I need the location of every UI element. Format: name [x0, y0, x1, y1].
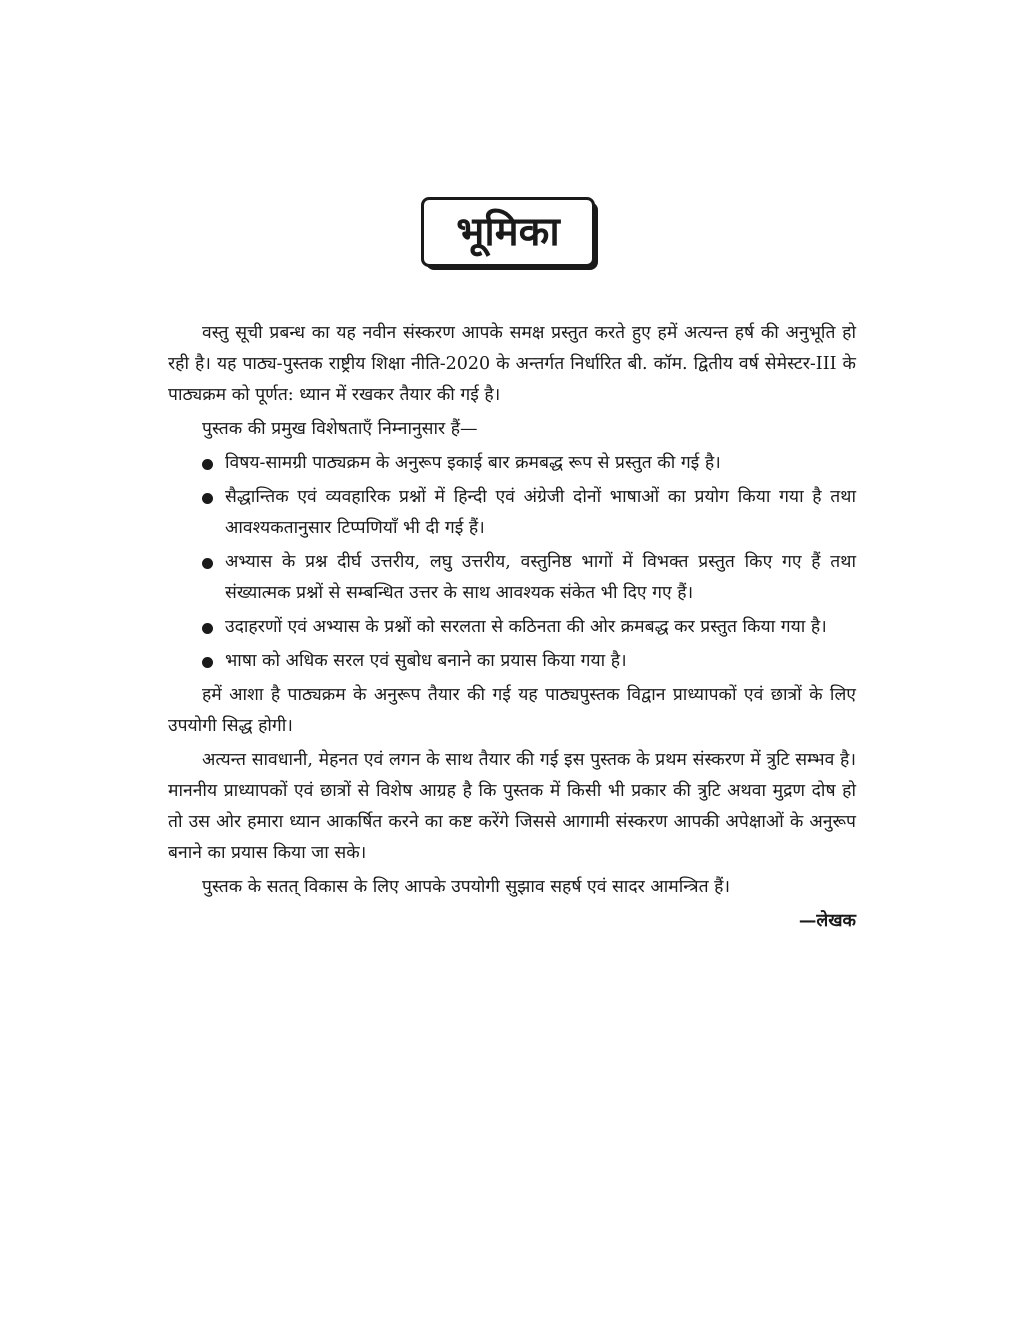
list-item — [168, 448, 856, 479]
suggestions-paragraph: पुस्तक के सतत् विकास के लिए आपके उपयोगी सुझाव सहर्ष एवं सादर आमन्त्रित हैं। — [202, 877, 731, 897]
list-item-text: विषय-सामग्री पाठ्यक्रम के अनुरूप इकाई बार क्रमबद्ध रूप से प्रस्तुत की गई है। — [225, 453, 721, 473]
bullet-icon — [202, 558, 213, 569]
list-item — [168, 646, 856, 677]
list-item-text: उदाहरणों एवं अभ्यास के प्रश्नों को सरलता से कठिनता की ओर क्रमबद्ध कर प्रस्तुत किया गया है। — [225, 617, 827, 637]
author-signature: —लेखक — [798, 911, 856, 931]
list-item-text: अभ्यास के प्रश्न दीर्घ उत्तरीय, लघु उत्तरीय, वस्तुनिष्ठ भागों में विभक्त प्रस्तुत किए गए हैं तथा संख्यात्मक प्रश्नों से सम्बन्धित उत्तर के साथ आवश्यक संकेत भी दिए गए हैं। — [225, 552, 856, 603]
bullet-icon — [202, 623, 213, 634]
bullet-icon — [202, 657, 213, 668]
list-item — [168, 547, 856, 609]
list-item-text: सैद्धान्तिक एवं व्यवहारिक प्रश्नों में हिन्दी एवं अंग्रेजी दोनों भाषाओं का प्रयोग किया गया है तथा आवश्यकतानुसार टिप्पणियाँ भी दी गई हैं। — [225, 487, 856, 538]
errors-paragraph: अत्यन्त सावधानी, मेहनत एवं लगन के साथ तैयार की गई इस पुस्तक के प्रथम संस्करण में त्रुटि सम्भव है। माननीय प्राध्यापकों एवं छात्रों से विशेष आग्रह है कि पुस्तक में किसी भी प्रकार की त्रुटि अथवा मुद्रण दोष हो तो उस ओर हमारा ध्यान आकर्षित करने का कष्ट करेंगे जिससे आगामी संस्करण आपकी अपेक्षाओं के अनुरूप बनाने का प्रयास किया जा सके। — [168, 750, 856, 863]
page-title: भूमिका — [421, 197, 595, 267]
bullet-icon — [202, 493, 213, 504]
features-list — [168, 448, 856, 677]
title-frame — [421, 197, 595, 267]
list-item — [168, 612, 856, 643]
bullet-icon — [202, 459, 213, 470]
list-item-text: भाषा को अधिक सरल एवं सुबोध बनाने का प्रयास किया गया है। — [225, 651, 627, 671]
features-lead: पुस्तक की प्रमुख विशेषताएँ निम्नानुसार हैं— — [202, 419, 478, 439]
list-item — [168, 482, 856, 544]
hope-paragraph: हमें आशा है पाठ्यक्रम के अनुरूप तैयार की गई यह पाठ्यपुस्तक विद्वान प्राध्यापकों एवं छात्रों के लिए उपयोगी सिद्ध होगी। — [168, 685, 856, 736]
intro-paragraph: वस्तु सूची प्रबन्ध का यह नवीन संस्करण आपके समक्ष प्रस्तुत करते हुए हमें अत्यन्त हर्ष की अनुभूति हो रही है। यह पाठ्य-पुस्तक राष्ट्रीय शिक्षा नीति-2020 के अन्तर्गत निर्धारित बी. कॉम. द्वितीय वर्ष सेमेस्टर-III के पाठ्यक्रम को पूर्णत: ध्यान में रखकर तैयार की गई है। — [168, 323, 856, 405]
preface-body — [168, 318, 856, 937]
